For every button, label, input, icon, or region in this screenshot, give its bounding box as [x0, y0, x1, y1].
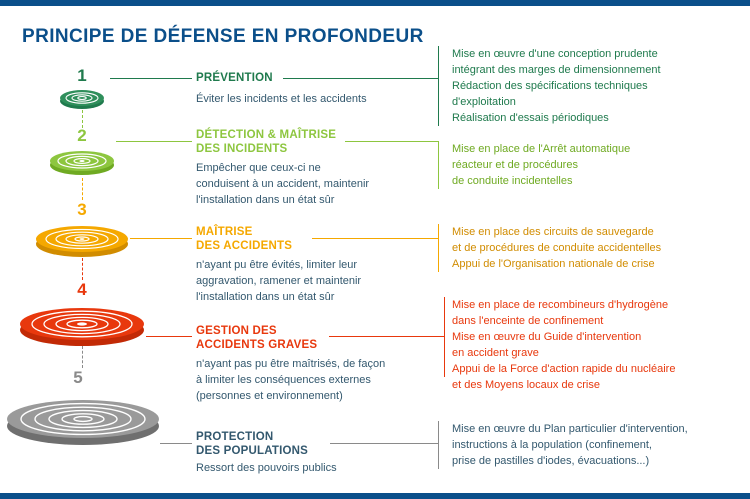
level-4-bracket — [444, 297, 445, 377]
level-2-number: 2 — [77, 126, 87, 145]
level-4-label — [196, 324, 317, 353]
level-2-desc-line: conduisent à un accident, maintenir — [196, 177, 370, 190]
level-5-label-line1: PROTECTION — [196, 431, 274, 443]
level-5-desc-line: Ressort des pouvoirs publics — [196, 462, 337, 474]
level-5-number: 5 — [73, 368, 83, 387]
level-5-actions — [452, 422, 738, 470]
level-4-action-line: Mise en place de recombineurs d'hydrogène — [452, 299, 669, 311]
link-4-5 — [82, 346, 83, 368]
level-4-label-line1: GESTION DES — [196, 325, 277, 337]
level-4-action-line: et des Moyens locaux de crise — [452, 378, 600, 391]
level-1-action-line: intégrant des marges de dimensionnement — [452, 63, 661, 76]
page-title: PRINCIPE DE DÉFENSE EN PROFONDEUR — [22, 26, 424, 47]
level-3-actions — [452, 225, 738, 273]
level-5-connector-right — [330, 443, 438, 444]
level-4-disk — [18, 302, 146, 348]
level-1-actions — [452, 47, 738, 127]
level-1-description: Éviter les incidents et les accidents — [196, 93, 367, 105]
level-4-action-line: Appui de la Force d'action rapide du nucléaire — [452, 362, 676, 375]
level-2-label — [196, 128, 336, 157]
level-2-actions — [452, 142, 738, 190]
level-5-action-line: instructions à la population (confinement, — [452, 438, 652, 451]
level-3-label — [196, 225, 292, 254]
level-4-label-line2: ACCIDENTS GRAVES — [196, 339, 318, 352]
level-5-action-line: Mise en œuvre du Plan particulier d'intervention, — [452, 423, 688, 435]
level-2-bracket — [438, 141, 439, 189]
link-3-4 — [82, 258, 83, 280]
level-1-action-line: Mise en œuvre d'une conception prudente — [452, 48, 658, 60]
level-1-bracket — [438, 46, 439, 126]
level-4-actions — [452, 298, 738, 394]
level-3-action-line: Appui de l'Organisation nationale de crise — [452, 257, 655, 270]
level-2-label-line2: DES INCIDENTS — [196, 143, 288, 156]
level-4-connector — [146, 336, 192, 337]
level-1-action-line: Rédaction des spécifications techniques — [452, 79, 648, 92]
level-4-action-line: Mise en œuvre du Guide d'intervention — [452, 330, 642, 343]
level-4-desc-line: n'ayant pas pu être maîtrisés, de façon — [196, 358, 386, 370]
level-5-action-line: prise de pastilles d'iodes, évacuations...) — [452, 454, 650, 467]
level-3-bracket — [438, 224, 439, 272]
level-2-disk — [48, 148, 116, 176]
level-2-connector-right — [345, 141, 438, 142]
level-5-connector — [160, 443, 192, 444]
level-1-label: PRÉVENTION — [196, 72, 273, 84]
level-3-disk — [34, 222, 130, 258]
level-3-label-line1: MAÎTRISE — [196, 226, 253, 238]
level-2-connector — [116, 141, 192, 142]
level-5-disk — [4, 392, 162, 448]
link-2-3 — [82, 178, 83, 200]
level-3-number: 3 — [77, 200, 87, 219]
level-4-connector-right — [329, 336, 444, 337]
level-5-description — [196, 461, 431, 477]
level-4-number: 4 — [77, 280, 87, 299]
level-4-desc-line: à limiter les conséquences externes — [196, 373, 371, 386]
level-2-action-line: de conduite incidentelles — [452, 174, 573, 187]
level-1-connector-right — [283, 78, 438, 79]
level-4-desc-line: (personnes et environnement) — [196, 389, 343, 402]
level-3-description — [196, 258, 431, 306]
level-3-desc-line: l'installation dans un état sûr — [196, 290, 335, 303]
level-2-action-line: réacteur et de procédures — [452, 158, 578, 171]
level-1-connector — [110, 78, 192, 79]
level-3-label-line2: DES ACCIDENTS — [196, 240, 293, 253]
level-4-description — [196, 357, 441, 405]
level-3-connector — [130, 238, 192, 239]
level-3-desc-line: aggravation, ramener et maintenir — [196, 274, 362, 287]
level-3-desc-line: n'ayant pu être évités, limiter leur — [196, 259, 358, 271]
level-5-label — [196, 430, 308, 459]
level-2-desc-line: l'installation dans un état sûr — [196, 193, 335, 206]
level-3-action-line: Mise en place des circuits de sauvegarde — [452, 226, 654, 238]
level-2-desc-line: Empêcher que ceux-ci ne — [196, 162, 321, 174]
level-1-disk — [58, 88, 106, 110]
level-2-action-line: Mise en place de l'Arrêt automatique — [452, 143, 631, 155]
level-3-action-line: et de procédures de conduite accidentelles — [452, 241, 662, 254]
level-2-description — [196, 161, 426, 209]
level-5-bracket — [438, 421, 439, 469]
level-5-label-line2: DES POPULATIONS — [196, 445, 309, 458]
level-4-action-line: en accident grave — [452, 346, 539, 359]
level-1-action-line: d'exploitation — [452, 95, 516, 108]
level-1-number: 1 — [77, 66, 87, 85]
level-2-label-line1: DÉTECTION & MAÎTRISE — [196, 129, 337, 141]
level-4-action-line: dans l'enceinte de confinement — [452, 314, 604, 327]
level-3-connector-right — [312, 238, 438, 239]
level-1-action-line: Réalisation d'essais périodiques — [452, 111, 609, 124]
